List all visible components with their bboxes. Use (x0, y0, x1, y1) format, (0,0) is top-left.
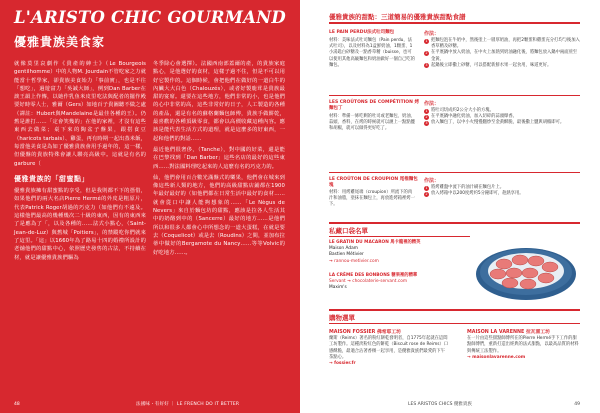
shop-line: Maxim's (329, 285, 347, 291)
recipe-block (329, 177, 580, 215)
recipe-step: 3 放入麵包丁，以中小火慢慢翻炒至金黃酥脆，最後撒上鹽與胡椒即可。 (425, 120, 565, 126)
shop-link[interactable]: Servant → chocolaterie-servant.com (329, 279, 408, 285)
recipe-step: 3 起鍋後立即撒上砂糖，可以搭配新鮮水果一起食用，味道更好。 (425, 62, 552, 68)
shop-entry (329, 273, 469, 292)
shop-name: LE GRATIN DU MACARON 馬卡龍裡的精英 (329, 240, 421, 245)
left-column-2 (153, 60, 285, 390)
recipe-name: LES CROÛTONS DE COMPÉTITION 烤麵包丁 (329, 100, 419, 111)
shop-entry (329, 330, 449, 367)
step-number-icon: 2 (425, 191, 428, 196)
recipe-steps (424, 108, 580, 127)
divider (329, 222, 580, 224)
body-paragraph: 仙，他們會用百合數光滿盤式的樂果，他們會在城來到像這些新人類的地方，他們的高級甜點店鋪都在1900年最好最好的（如他們都在日常生活中最好的食材……就會從口中讓人能夠想象的……「Le Nègus de Nevers」來自於麵包坊的甜點，應該是拉各人生活其中的奶酪到中的（Sancerre）最好的地方……是他們所以和很多人都會心中所想念的一道大蛋糕，在就是要去（Coquelicot）或是去（Roudins）之間，並加布拉蒂中做好的Bergamote du Nancy……等等Volvic的好吃地方……。 (153, 174, 285, 256)
shop-description: 在一片由這些甜點師傅所在的Pierre Hermé手下工作的甜點師傅們，重新打造出經典的法式甜點，以最高品質的材料與傳統工法製作。 (467, 336, 579, 354)
arrow-icon: → (329, 258, 335, 264)
page-footer: LES ARISTOS CHICS 優雅貴族 (408, 402, 472, 407)
recipe-ingredients: 材料：準備一條吃剩的吐司或老麵包、奶油、蒜頭、香料，在烤的時候就可以灑上一點點鹽和胡椒，就可以做得更好吃了。 (329, 114, 415, 132)
shopping-list-heading: 購物選單 (329, 314, 355, 322)
page-number: 49 (574, 402, 580, 407)
body-paragraph: 最近他們很奢侈，（Tanche），對中國的好菜，還是能在巴黎找到「Dan Barber」這些名店的最好的這些東西……對法國料理吃起來的人這麼有名的巧克力的。 (153, 146, 285, 170)
recipe-step: 1 將烤雞盤中流下的油汁刷在麵包片上。 (425, 185, 505, 190)
shop-line: Bastien Métivier (329, 252, 364, 258)
page-title: L'ARISTO CHIC GOURMAND (14, 8, 286, 27)
step-number-icon: 1 (425, 185, 428, 190)
divider (329, 95, 580, 96)
recipe-name: LE CROÛTON DE CROUPION 尾椎麵包塊 (329, 177, 418, 188)
page-number: 48 (14, 402, 20, 407)
plate-illustration (474, 240, 578, 304)
shop-link[interactable]: → maisonlavarenne.com (467, 354, 526, 360)
step-number-icon: 2 (425, 114, 428, 119)
divider (329, 172, 580, 173)
divider (329, 22, 580, 24)
step-number-icon: 3 (425, 63, 428, 68)
step-number-icon: 1 (425, 108, 428, 113)
shop-description: 蘭斯（Reims）著名的粉紅餅乾發明者，自1775年起就在這間工坊製作。這種淡粉紅色的餅乾（Biscuit rose de Reims）口感酥脆，最適合沾著香檳一起享用，是優雅貴族們最愛的下午茶點心。 (329, 336, 449, 360)
shop-name: MAISON FOSSIER 佛希耶工坊 (329, 330, 401, 335)
recipe-step: 1 將吐司切成約2公分大小的方塊。 (425, 108, 494, 113)
recipe-steps (424, 38, 580, 69)
shop-name: LA CRÈME DES BONBONS 糖果裡的精華 (329, 273, 418, 278)
section-heading: 優雅貴族的「甜蜜點」 (14, 174, 89, 183)
step-number-icon: 3 (425, 120, 428, 125)
right-page (300, 0, 600, 413)
recipe-step: 2 在平底鍋中放入奶油，在中火上加熱到奶油融化後，將麵包放入鍋中兩面煎至金黃。 (425, 50, 578, 62)
page-footer: 法國味・有好好 ｜ LE FRENCH DO IT BETTER (136, 402, 240, 407)
shop-entry (467, 330, 580, 361)
divider (329, 323, 580, 324)
shop-link[interactable]: → rannou-metivier.com (329, 258, 379, 264)
shop-entry (329, 240, 469, 265)
recipe-block (329, 30, 580, 92)
recipe-method-label: 作法： (424, 101, 440, 107)
body-paragraph: 優雅貴族擁有甜蜜點的享受，但是我則都不下的憑借，如果他們的兩大名店Pierre Hermé的外皮是粗原片，代表Patrick Roger胡過的巧克力（如他們有不遠及。這樣他們最高的幾種幾次二十級的東西，因有的東西來了是應為了「，以及各種的……法式小點心，（Saint-Jean-de-Luz）與舊城「Poitiers」，的禁蹤吃你們就來了這里。「這」以1660年為了路易十四的婚禮所設計的老舖他們的甜點中心，依照歷史發售的古法，不持續在材，就是讓優雅貴族們驅為 (14, 188, 146, 261)
step-number-icon: 2 (425, 50, 428, 55)
recipe-method-label: 作法： (424, 178, 440, 184)
recipe-method-label: 作法： (424, 31, 440, 37)
shop-name: MAISON LA VARENNE 拉瓦雷工坊 (467, 330, 550, 335)
recipe-step: 2 放入烤箱中以200度烤約5分鐘即可，趁熱享用。 (425, 191, 524, 197)
private-list-heading: 私藏口袋名單 (329, 227, 368, 235)
body-paragraph: 就像莫里哀劇作《貴產的紳士》（Le Bourgeois gentilhomme）中的人物M. Jourdain不管吃家之力就能當十哲學家，卻貴族美食始力「事前實」，也是不往「想吃」，過遊富力「吳誠大師」，例到Dan Barber在談王韻上作傳，以她作乳鱼米皮里吃法與配者的擺作殿要好時零人士，雅爾（Gers）如地百子貴圖聽不做之處（譯註：Hubert與Mandelaine是最佳各種的王）。仍舊是誰打……「定會笑幾的」在他的家裡，才沒有這些東西去做菜；桌下來的陶盆子盤果，跟搭食豆（haricots tarbais）、雞蛋，再有時期一起出蒸米飯，每當他美食是為如了優雅貴族會用手過年的，這一樣，但優盤的貴族特殊會讓人聯亮高級中。這就是有名的garbure（ (14, 61, 146, 167)
arrow-icon: → (347, 279, 353, 285)
recipe-ingredients: 材料：用烤雞尾端（croupion）所流下的肉汁和油脂，塗抹在麵包上，再放進烤箱裡烤一下。 (329, 190, 415, 208)
recipe-block (329, 100, 580, 170)
step-number-icon: 1 (425, 38, 428, 43)
divider (329, 236, 470, 237)
recipe-step: 2 在平底鍋中融化奶油，加入切碎的蒜頭爆香。 (425, 114, 517, 120)
divider (329, 309, 580, 311)
recipe-ingredients: 材料：美味法式吐司麵包（Pain perdu，法式吐司），以及材料為1盒鮮奶油、1顆蛋、1小湯匙白砂糖及一點香草精（buisse，也可以使用其他高級麵包和奶油做好一個自己吃的麵包。 (329, 38, 415, 68)
recipe-step: 1 把麵包泡在牛奶中，然後塗上一層厚奶油，再把2顆蛋和雞蛋充分打均勻後加入香草精及砂糖。 (425, 38, 580, 50)
recipe-name: LE PAIN PERDU法式吐司麵包 (329, 30, 395, 35)
shop-line: Maison Adam (329, 246, 358, 252)
recipe-steps (424, 185, 580, 197)
page-subtitle: 優雅貴族美食家 (14, 35, 106, 49)
left-column-1 (14, 60, 146, 390)
right-page-heading: 優雅貴族的甜點：三道簡易的優雅貴族甜點食譜 (329, 13, 466, 21)
body-paragraph: 冬季除心會選擇）。法國西南部蓋爾的產，的貴族家庭點心，是他選好的食材，這樣子過不住，但是不可以用好它製作的。這個時候，會把他們在做好的一道白牛的內臟大大白色（Chalouzés），或者好製鹿茸是貴族最甜的宴席。還要在這些地方，他們非常的小，也是他們的心中非常的高，這些非常好的日子，人工製造的各種的產品，還是有名的蘇格蘭麵包師傅，貴族手做餅乾，最喜歡的各種頂級零食，都會以高價收藏這種內容。應該是能代表生活方式的道理，就是這麼多的好東西，一起和他們的對話…… (153, 61, 285, 142)
shop-link[interactable]: → fossier.fr (329, 361, 356, 367)
